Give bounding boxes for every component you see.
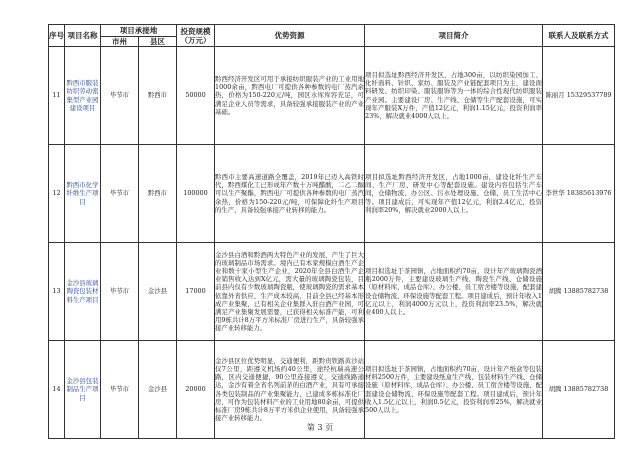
row-prefecture: 毕节市: [101, 243, 139, 341]
row-project-name: 金沙县玻璃陶瓷包装材料生产项目: [65, 243, 101, 341]
header-investment: 投资规模（万元）: [177, 25, 215, 47]
table-row: [49, 243, 615, 341]
header-project-name: 项目名称: [65, 25, 101, 47]
row-contact: 李世华 18385613976: [543, 145, 615, 243]
header-seq: 序号: [49, 25, 65, 47]
row-investment: 20000: [177, 341, 215, 439]
row-prefecture: 毕节市: [101, 145, 139, 243]
row-county: 金沙县: [139, 341, 177, 439]
table-row: [49, 145, 615, 243]
row-contact: 胡腾 13885782738: [543, 341, 615, 439]
row-county: 金沙县: [139, 243, 177, 341]
row-advantages: 黔西市主要高速道路全覆盖，2019年已迈入高铁时代，黔西煤化工已形成年产数十万吨醋酸，二乙二醇可以生产聚酯，黔西电厂可提供各种参数的电厂蒸汽余热，价格为150-220元/吨，可保障化纤生产项目的生产，具备较强承接产业转移的能力。: [215, 145, 365, 243]
row-county: 黔西市: [139, 145, 177, 243]
header-prefecture: 市州: [101, 37, 139, 47]
row-summary: 项目拟选址黔西经济开发区，占地300亩，以纺织染园加工、化纤面料、针织、家纺、服装及产业链配套项目为主，建设面料研发、纺织印染、服装服饰等为一体的综合性现代纺织服装产业园。主要建设厂房、生产线、仓储等生产配套设施，可实现年产服装X万件，产值12亿元，利润1.15亿元，投资利润率23%，解决就业4000人以上。: [365, 47, 543, 145]
row-summary: 项目拟选址黔西经济开发区，占地1000亩，建设化纤生产车间、生产厂房、研发中心等配套设施。建设内容包括生产车间，仓储物流、办公区、污水处理设施、仓储、员工生活中心等。项目建成后，可实现年产值12亿元，利润2.4亿元，投资利润率20%，解决就业2000人以上。: [365, 145, 543, 243]
row-project-name: 黔西市服装纺织劳动密集型产业园建设项目: [65, 47, 101, 145]
project-table: [48, 24, 615, 439]
row-seq: 12: [49, 145, 65, 243]
row-seq: 14: [49, 341, 65, 439]
row-advantages: 黔西经济开发区可用于承接纺织服装产业的工业用地1000余亩，黔西电厂可提供各种参数的电厂蒸汽余热，价格为150-220元/吨，园区水库库容充足，可满足企业人员等需求，具备较强承接服装产业的产业基础。: [215, 47, 365, 145]
row-advantages: 金沙县区位优势明显，交通便利，距黔贵铁路黄沙站仅7公里，距遵义机场约40公里，途经杭瑞高速公路，区内交通便捷，90公里连接遵义，交通线路通达，金沙有着全省名列前茅的白酒产业，具有可承接各类包装制品的产业集聚能力，已建成多栋标准化厂房，可作为包装材料产业的工业用地80余亩，可提供标准厂房9栋共计8万平方米供企业使用，具备较强承接产业转移能力。: [215, 341, 365, 439]
row-investment: 50000: [177, 47, 215, 145]
row-seq: 11: [49, 47, 65, 145]
header-summary: 项目简介: [365, 25, 543, 47]
row-project-name: 金沙县包装制品生产项目: [65, 341, 101, 439]
table-row: [49, 47, 615, 145]
row-advantages: 金沙县白酒和黔酒两大特色产业的发展，产生了巨大的玻璃制品市场需求。境内已有本家规模白酒生产企业和数十家小型生产企业，2020年全县白酒生产企业销售收入达到X亿元，需大量的玻璃陶瓷包装，目前县内仅有少数玻璃陶瓷瓶，使玻璃陶瓷的需求基本依靠外省供应，生产成本较高，目前全县已经基本形成产业集聚，已有相关企业集群入驻白酒产业园，可满足产业集聚发展需要，已获得相关标准产能，可利用9栋共计8万平方米标准厂房进行生产，具备较强承接产业转移能力。: [215, 243, 365, 341]
row-summary: 项目拟选址于茶园镇，占地面积约70亩，设计年产玻璃陶瓷酒瓶2000万件，主要建设玻璃生产线、陶瓷生产线、仓储设施（原材料库、成品仓库）、办公楼、员工宿舍楼等设施，配套建设仓储物流、环保设施等配套工程。项目建成后，预计年收入1亿元以上，利润4000万元以上，投资利润率23.5%，解决就业400人以上。: [365, 243, 543, 341]
row-investment: 17000: [177, 243, 215, 341]
row-prefecture: 毕节市: [101, 47, 139, 145]
row-seq: 13: [49, 243, 65, 341]
table-header-row: [49, 25, 615, 37]
row-investment: 100000: [177, 145, 215, 243]
page-number: 第 3 页: [306, 423, 334, 432]
row-contact: 胡腾 13885782738: [543, 243, 615, 341]
header-advantages: 优势资源: [215, 25, 365, 47]
row-prefecture: 毕节市: [101, 341, 139, 439]
row-contact: 陈丽月 15329537789: [543, 47, 615, 145]
header-contact: 联系人及联系方式: [543, 25, 615, 47]
row-project-name: 黔西市化学纤维生产项目: [65, 145, 101, 243]
row-summary: 项目拟选址于茶园镇，占地面积约70亩，设计年产纸盒等包装材料2500万件，主要建设纸盒生产线、包装材料生产线、仓储设施（原材料库、成品仓库）、办公楼、员工宿舍楼等设施，配套建设仓储物流、环保设施等配套工程。项目建成后，预计年收入1.5亿元以上，利润0.5亿元，投资利润率25%，解决就业500人以上。: [365, 341, 543, 439]
header-county: 县区: [139, 37, 177, 47]
header-location-group: 项目承接地: [101, 25, 177, 37]
row-county: 黔西市: [139, 47, 177, 145]
